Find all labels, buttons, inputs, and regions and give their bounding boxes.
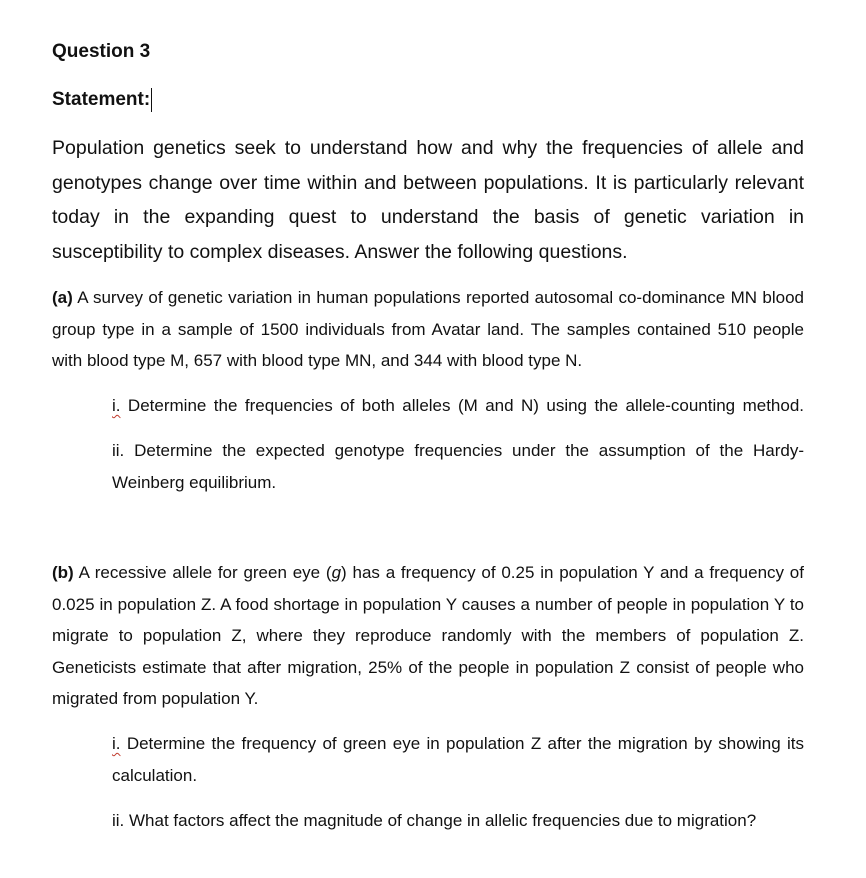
part-b-sub-i: [112, 728, 804, 791]
part-b-marker: (b): [52, 563, 74, 582]
part-a-paragraph: [52, 282, 804, 377]
part-a-sub-i-text: Determine the frequencies of both alleles (M and N) using the allele-counting method.: [120, 396, 804, 415]
part-a-text: A survey of genetic variation in human populations reported autosomal co-dominance MN blood group type in a sample of 1500 individuals from Avatar land. The samples contained 510 people with blood type M, 657 with blood type MN, and 344 with blood type N.: [52, 288, 804, 370]
part-b-text-1: A recessive allele for green eye (: [73, 563, 332, 582]
part-b-paragraph: [52, 557, 804, 715]
part-a-marker: (a): [52, 288, 73, 307]
part-b-sub-ii-marker: ii.: [112, 811, 125, 830]
part-a-sub-ii-text: Determine the expected genotype frequencies under the assumption of the Hardy-Weinberg equilibrium.: [112, 441, 804, 492]
text-cursor: [151, 88, 152, 112]
part-a-sub-ii: [112, 435, 804, 498]
part-a-sub-ii-marker: ii.: [112, 441, 125, 460]
part-b-italic-g: g: [331, 563, 342, 582]
intro-paragraph: Population genetics seek to understand how and why the frequencies of allele and genotypes change over time within and between populations. It is particularly relevant today in the expanding quest to understand the basis of genetic variation in susceptibility to complex diseases. Answer the following questions.: [52, 137, 804, 263]
part-b-sub-ii-text: What factors affect the magnitude of change in allelic frequencies due to migration?: [124, 811, 757, 830]
part-b-sub-ii: [112, 805, 804, 837]
statement-label-text: Statement:: [52, 89, 151, 110]
statement-label[interactable]: [52, 88, 152, 112]
part-a-sub-i: [112, 390, 804, 422]
part-a-sub-i-marker: i.: [112, 396, 121, 415]
part-b-sub-i-text: Determine the frequency of green eye in population Z after the migration by showing its calculation.: [112, 734, 804, 785]
part-b-text-2: ) has a frequency of 0.25 in population Y and a frequency of 0.025 in population Z. A food shortage in population Y causes a number of people in population Y to migrate to population Z, where they reproduce randomly with the members of population Z. Geneticists estimate that after migration, 25% of the people in population Z consist of people who migrated from population Y.: [52, 563, 804, 708]
part-b-sub-i-marker: i.: [112, 734, 121, 753]
question-title: Question 3: [52, 41, 151, 62]
